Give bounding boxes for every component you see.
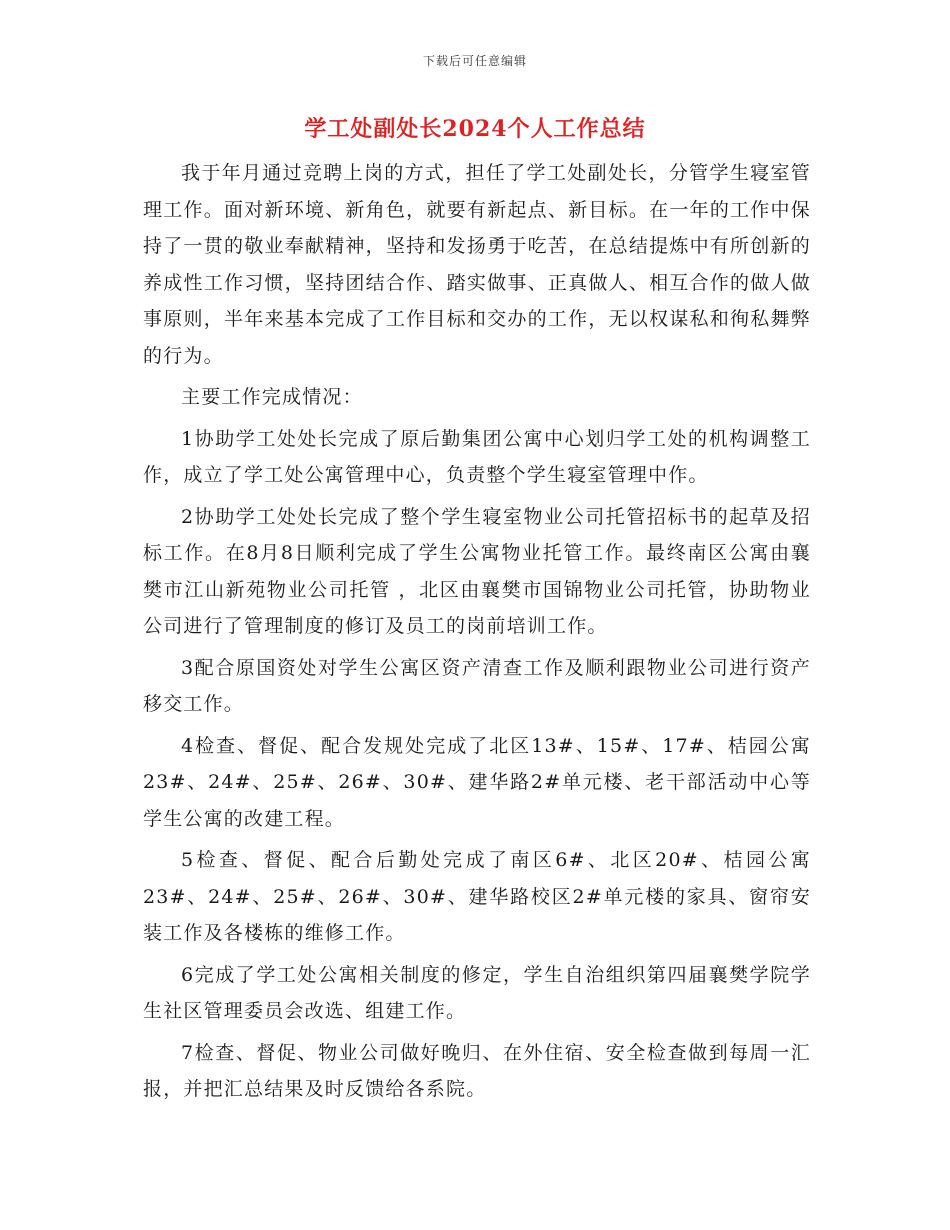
document-title: 学工处副处长2024个人工作总结 xyxy=(304,116,646,142)
paragraph-section-heading: 主要工作完成情况： xyxy=(181,386,363,408)
paragraph-item-5: 5检查、督促、配合后勤处完成了南区6#、北区20#、桔园公寓23#、24#、25#、26#、30#、建华路校区2#单元楼的家具、窗帘安装工作及各楼栋的维修工作。 xyxy=(143,849,811,944)
document-body xyxy=(143,155,811,1113)
paragraph-item-7: 7检查、督促、物业公司做好晚归、在外住宿、安全检查做到每周一汇报，并把汇总结果及时反馈给各系院。 xyxy=(143,1041,811,1100)
paragraph-item-2: 2协助学工处处长完成了整个学生寝室物业公司托管招标书的起草及招标工作。在8月8日顺利完成了学生公寓物业托管工作。最终南区公寓由襄樊市江山新苑物业公司托管 ，北区由襄樊市国锦物业公司托管，协助物业公司进行了管理制度的修订及员工的岗前培训工作。 xyxy=(143,505,811,637)
paragraph-item-3: 3配合原国资处对学生公寓区资产清查工作及顺利跟物业公司进行资产移交工作。 xyxy=(143,656,811,715)
paragraph-item-6: 6完成了学工处公寓相关制度的修定，学生自治组织第四届襄樊学院学生社区管理委员会改选、组建工作。 xyxy=(143,963,811,1022)
paragraph-item-4: 4检查、督促、配合发规处完成了北区13#、15#、17#、桔园公寓23#、24#、25#、26#、30#、建华路2#单元楼、老干部活动中心等学生公寓的改建工程。 xyxy=(143,734,811,830)
paragraph-item-1: 1协助学工处处长完成了原后勤集团公寓中心划归学工处的机构调整工作，成立了学工处公寓管理中心，负责整个学生寝室管理中作。 xyxy=(143,427,811,486)
header-note: 下载后可任意编辑 xyxy=(422,54,527,68)
paragraph-intro: 我于年月通过竞聘上岗的方式，担任了学工处副处长，分管学生寝室管理工作。面对新环境、新角色，就要有新起点、新目标。在一年的工作中保持了一贯的敬业奉献精神，坚持和发扬勇于吃苦，在总结提炼中有所创新的养成性工作习惯，坚持团结合作、踏实做事、正真做人、相互合作的做人做事原则，半年来基本完成了工作目标和交办的工作，无以权谋私和徇私舞弊的行为。 xyxy=(143,162,811,367)
